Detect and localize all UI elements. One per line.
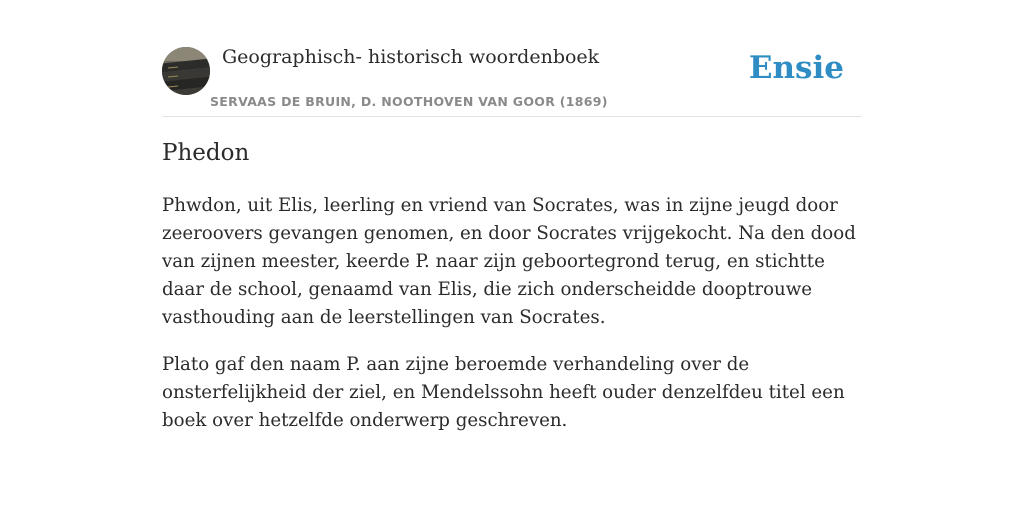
- entry-body: [162, 192, 862, 454]
- dictionary-avatar[interactable]: [162, 47, 210, 95]
- page: [162, 0, 862, 431]
- dictionary-author: SERVAAS DE BRUIN, D. NOOTHOVEN VAN GOOR (1869): [210, 94, 608, 109]
- dictionary-title[interactable]: Geographisch- historisch woordenboek: [222, 46, 600, 68]
- entry-paragraph: Plato gaf den naam P. aan zijne beroemde verhandeling over de onsterfelijkheid der ziel, en Mendelssohn heeft ouder denzelfdeu titel een boek over hetzelfde onderwerp geschreven.: [162, 354, 845, 431]
- ensie-logo-link[interactable]: Ensie: [748, 50, 844, 86]
- dictionary-header: [162, 0, 862, 117]
- entry-title: Phedon: [162, 140, 250, 166]
- entry-paragraph: Phwdon, uit Elis, leerling en vriend van Socrates, was in zijne jeugd door zeeroovers gevangen genomen, en door Socrates vrijgekocht. Na den dood van zijnen meester, keerde P. naar zijn geboortegrond terug, en stichtte daar de school, genaamd van Elis, die zich onderscheidde dooptrouwe vasthouding aan de leerstellingen van Socrates.: [162, 195, 856, 328]
- book-stack-icon: [162, 47, 210, 95]
